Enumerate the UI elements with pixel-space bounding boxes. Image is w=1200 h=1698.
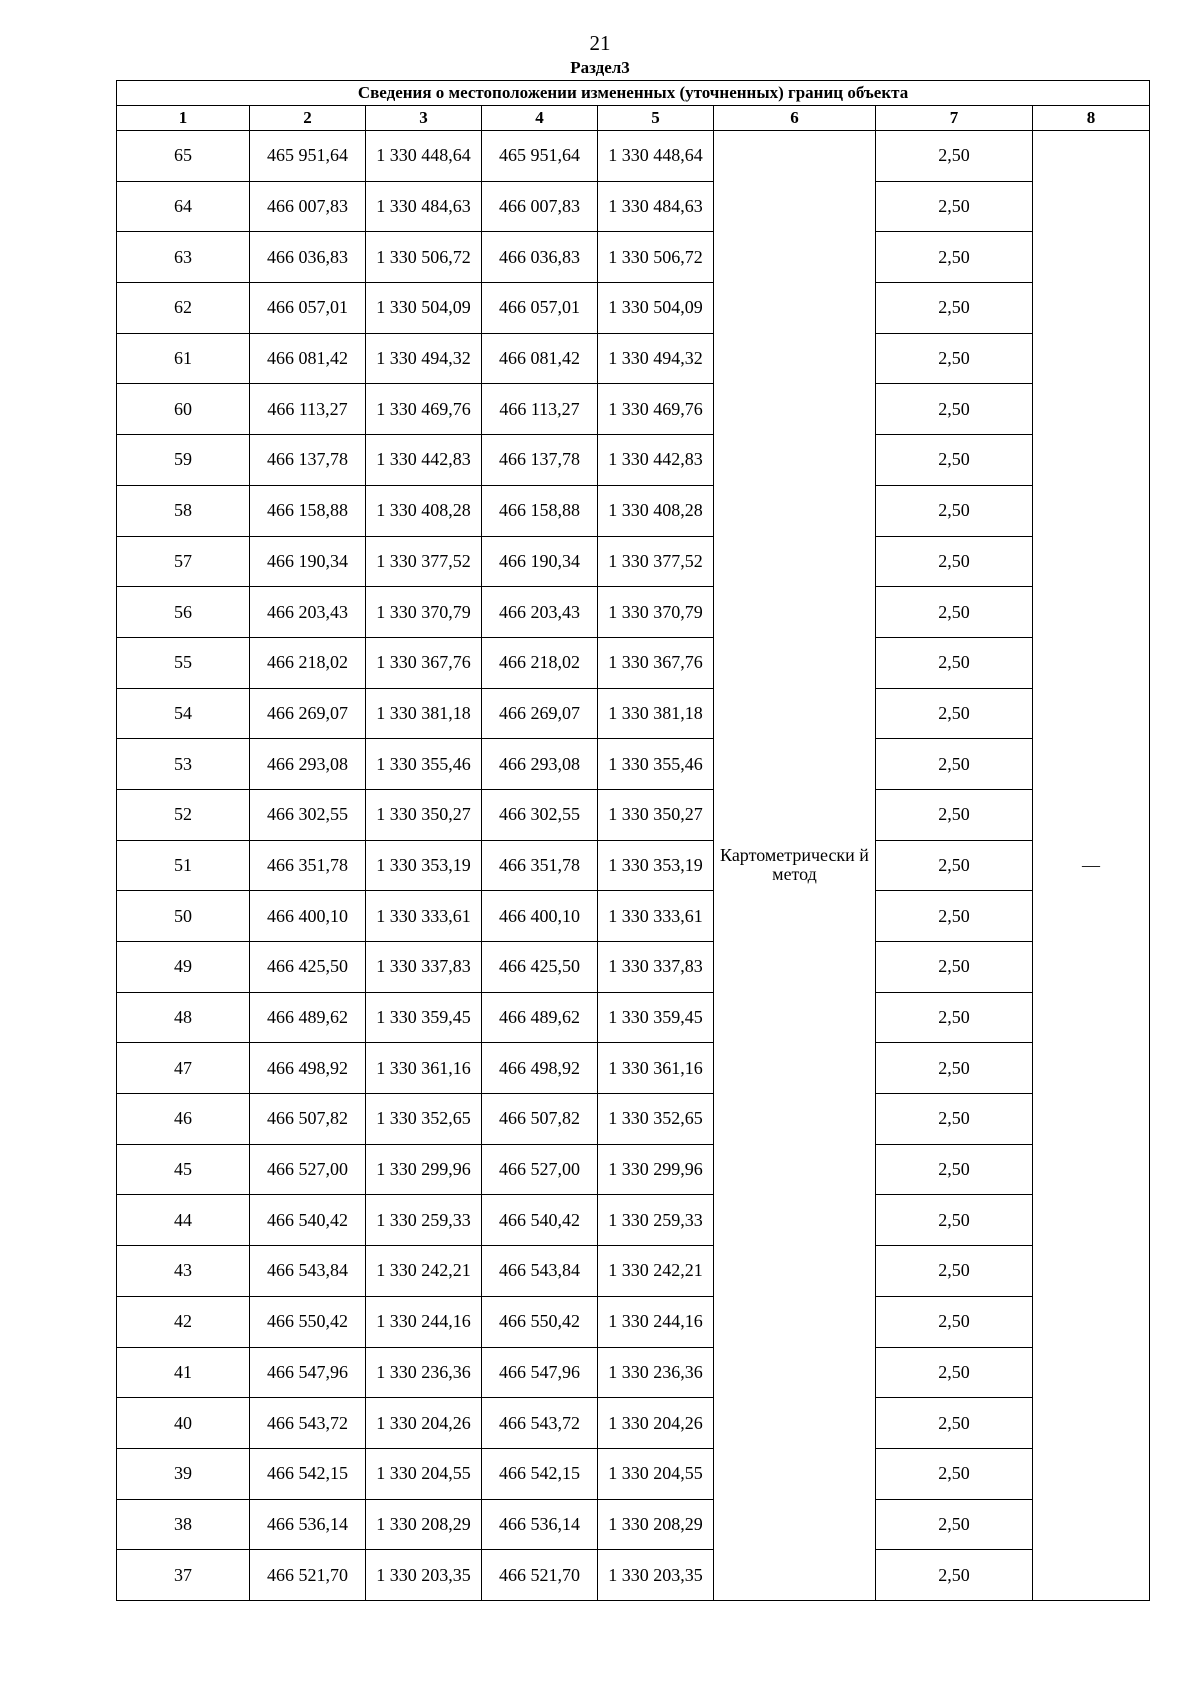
point-number-cell: 62	[117, 283, 250, 334]
table-row	[117, 1347, 1150, 1398]
precision-cell: 2,50	[876, 1448, 1033, 1499]
y-coordinate-cell: 1 330 494,32	[598, 333, 714, 384]
x-coordinate-cell: 466 137,78	[250, 435, 366, 486]
x-coordinate-cell: 466 521,70	[250, 1550, 366, 1601]
point-number-cell: 43	[117, 1246, 250, 1297]
x-coordinate-cell: 466 351,78	[250, 840, 366, 891]
y-coordinate-cell: 1 330 203,35	[366, 1550, 482, 1601]
point-number-cell: 52	[117, 789, 250, 840]
y-coordinate-cell: 1 330 484,63	[366, 181, 482, 232]
point-number-cell: 44	[117, 1195, 250, 1246]
table-row	[117, 232, 1150, 283]
x-coordinate-cell: 466 007,83	[250, 181, 366, 232]
point-number-cell: 54	[117, 688, 250, 739]
section-title: Раздел3	[570, 58, 630, 77]
y-coordinate-cell: 1 330 359,45	[366, 992, 482, 1043]
y-coordinate-cell: 1 330 350,27	[366, 789, 482, 840]
point-number-cell: 51	[117, 840, 250, 891]
y-coordinate-cell: 1 330 244,16	[366, 1296, 482, 1347]
table-row	[117, 942, 1150, 993]
precision-cell: 2,50	[876, 942, 1033, 993]
x-coordinate-cell: 466 036,83	[482, 232, 598, 283]
method-cell: Картометрически й метод	[714, 131, 876, 1601]
table-row	[117, 435, 1150, 486]
table-row	[117, 333, 1150, 384]
y-coordinate-cell: 1 330 208,29	[366, 1499, 482, 1550]
y-coordinate-cell: 1 330 203,35	[598, 1550, 714, 1601]
table-row	[117, 131, 1150, 182]
point-number-cell: 55	[117, 637, 250, 688]
precision-cell: 2,50	[876, 1347, 1033, 1398]
precision-cell: 2,50	[876, 587, 1033, 638]
precision-cell: 2,50	[876, 384, 1033, 435]
point-number-cell: 49	[117, 942, 250, 993]
x-coordinate-cell: 466 269,07	[250, 688, 366, 739]
coordinates-table	[116, 80, 1150, 1601]
precision-cell: 2,50	[876, 435, 1033, 486]
y-coordinate-cell: 1 330 381,18	[598, 688, 714, 739]
precision-cell: 2,50	[876, 1195, 1033, 1246]
point-number-cell: 37	[117, 1550, 250, 1601]
x-coordinate-cell: 466 507,82	[250, 1094, 366, 1145]
y-coordinate-cell: 1 330 469,76	[366, 384, 482, 435]
y-coordinate-cell: 1 330 259,33	[366, 1195, 482, 1246]
y-coordinate-cell: 1 330 236,36	[366, 1347, 482, 1398]
table-row	[117, 283, 1150, 334]
x-coordinate-cell: 466 498,92	[482, 1043, 598, 1094]
table-row	[117, 384, 1150, 435]
table-row	[117, 992, 1150, 1043]
x-coordinate-cell: 466 036,83	[250, 232, 366, 283]
x-coordinate-cell: 465 951,64	[250, 131, 366, 182]
y-coordinate-cell: 1 330 208,29	[598, 1499, 714, 1550]
x-coordinate-cell: 466 550,42	[250, 1296, 366, 1347]
precision-cell: 2,50	[876, 232, 1033, 283]
y-coordinate-cell: 1 330 442,83	[598, 435, 714, 486]
x-coordinate-cell: 466 542,15	[250, 1448, 366, 1499]
x-coordinate-cell: 466 113,27	[482, 384, 598, 435]
y-coordinate-cell: 1 330 355,46	[598, 739, 714, 790]
precision-cell: 2,50	[876, 1398, 1033, 1449]
y-coordinate-cell: 1 330 377,52	[366, 536, 482, 587]
table-row	[117, 181, 1150, 232]
x-coordinate-cell: 466 007,83	[482, 181, 598, 232]
x-coordinate-cell: 466 498,92	[250, 1043, 366, 1094]
point-number-cell: 65	[117, 131, 250, 182]
x-coordinate-cell: 466 293,08	[482, 739, 598, 790]
x-coordinate-cell: 466 489,62	[482, 992, 598, 1043]
y-coordinate-cell: 1 330 353,19	[598, 840, 714, 891]
precision-cell: 2,50	[876, 131, 1033, 182]
y-coordinate-cell: 1 330 299,96	[366, 1144, 482, 1195]
y-coordinate-cell: 1 330 355,46	[366, 739, 482, 790]
precision-cell: 2,50	[876, 536, 1033, 587]
y-coordinate-cell: 1 330 333,61	[366, 891, 482, 942]
x-coordinate-cell: 466 425,50	[482, 942, 598, 993]
x-coordinate-cell: 466 543,84	[482, 1246, 598, 1297]
table-row	[117, 1043, 1150, 1094]
precision-cell: 2,50	[876, 840, 1033, 891]
y-coordinate-cell: 1 330 442,83	[366, 435, 482, 486]
y-coordinate-cell: 1 330 242,21	[366, 1246, 482, 1297]
x-coordinate-cell: 466 137,78	[482, 435, 598, 486]
page-number: 21	[589, 31, 611, 55]
x-coordinate-cell: 466 543,72	[482, 1398, 598, 1449]
precision-cell: 2,50	[876, 1144, 1033, 1195]
y-coordinate-cell: 1 330 506,72	[366, 232, 482, 283]
y-coordinate-cell: 1 330 494,32	[366, 333, 482, 384]
precision-cell: 2,50	[876, 891, 1033, 942]
x-coordinate-cell: 466 540,42	[482, 1195, 598, 1246]
y-coordinate-cell: 1 330 204,55	[366, 1448, 482, 1499]
y-coordinate-cell: 1 330 242,21	[598, 1246, 714, 1297]
column-number: 6	[714, 106, 876, 131]
y-coordinate-cell: 1 330 381,18	[366, 688, 482, 739]
point-number-cell: 47	[117, 1043, 250, 1094]
point-number-cell: 40	[117, 1398, 250, 1449]
x-coordinate-cell: 466 400,10	[482, 891, 598, 942]
x-coordinate-cell: 466 269,07	[482, 688, 598, 739]
y-coordinate-cell: 1 330 504,09	[598, 283, 714, 334]
x-coordinate-cell: 466 527,00	[482, 1144, 598, 1195]
y-coordinate-cell: 1 330 353,19	[366, 840, 482, 891]
precision-cell: 2,50	[876, 688, 1033, 739]
precision-cell: 2,50	[876, 1094, 1033, 1145]
y-coordinate-cell: 1 330 370,79	[598, 587, 714, 638]
x-coordinate-cell: 466 218,02	[250, 637, 366, 688]
precision-cell: 2,50	[876, 789, 1033, 840]
x-coordinate-cell: 466 400,10	[250, 891, 366, 942]
x-coordinate-cell: 466 293,08	[250, 739, 366, 790]
precision-cell: 2,50	[876, 739, 1033, 790]
y-coordinate-cell: 1 330 361,16	[598, 1043, 714, 1094]
x-coordinate-cell: 466 081,42	[482, 333, 598, 384]
x-coordinate-cell: 466 203,43	[250, 587, 366, 638]
y-coordinate-cell: 1 330 408,28	[598, 485, 714, 536]
point-number-cell: 58	[117, 485, 250, 536]
table-row	[117, 840, 1150, 891]
table-row	[117, 1144, 1150, 1195]
table-row	[117, 1398, 1150, 1449]
point-number-cell: 63	[117, 232, 250, 283]
point-number-cell: 42	[117, 1296, 250, 1347]
precision-cell: 2,50	[876, 637, 1033, 688]
y-coordinate-cell: 1 330 370,79	[366, 587, 482, 638]
y-coordinate-cell: 1 330 448,64	[598, 131, 714, 182]
precision-cell: 2,50	[876, 1499, 1033, 1550]
table-row	[117, 1246, 1150, 1297]
point-number-cell: 61	[117, 333, 250, 384]
y-coordinate-cell: 1 330 337,83	[366, 942, 482, 993]
x-coordinate-cell: 466 547,96	[482, 1347, 598, 1398]
column-number: 2	[250, 106, 366, 131]
precision-cell: 2,50	[876, 485, 1033, 536]
x-coordinate-cell: 466 489,62	[250, 992, 366, 1043]
x-coordinate-cell: 466 158,88	[250, 485, 366, 536]
y-coordinate-cell: 1 330 484,63	[598, 181, 714, 232]
x-coordinate-cell: 466 190,34	[482, 536, 598, 587]
x-coordinate-cell: 466 542,15	[482, 1448, 598, 1499]
y-coordinate-cell: 1 330 244,16	[598, 1296, 714, 1347]
table-caption: Сведения о местоположении измененных (уточненных) границ объекта	[117, 81, 1150, 106]
point-number-cell: 48	[117, 992, 250, 1043]
table-row	[117, 688, 1150, 739]
point-number-cell: 57	[117, 536, 250, 587]
table-row	[117, 739, 1150, 790]
precision-cell: 2,50	[876, 1550, 1033, 1601]
precision-cell: 2,50	[876, 992, 1033, 1043]
x-coordinate-cell: 466 536,14	[250, 1499, 366, 1550]
point-number-cell: 56	[117, 587, 250, 638]
table-row	[117, 1499, 1150, 1550]
x-coordinate-cell: 466 113,27	[250, 384, 366, 435]
y-coordinate-cell: 1 330 299,96	[598, 1144, 714, 1195]
point-number-cell: 64	[117, 181, 250, 232]
table-row	[117, 1550, 1150, 1601]
y-coordinate-cell: 1 330 350,27	[598, 789, 714, 840]
column8-cell: —	[1033, 131, 1150, 1601]
precision-cell: 2,50	[876, 1043, 1033, 1094]
y-coordinate-cell: 1 330 337,83	[598, 942, 714, 993]
precision-cell: 2,50	[876, 333, 1033, 384]
table-row	[117, 1296, 1150, 1347]
x-coordinate-cell: 466 521,70	[482, 1550, 598, 1601]
x-coordinate-cell: 465 951,64	[482, 131, 598, 182]
column-number: 3	[366, 106, 482, 131]
x-coordinate-cell: 466 351,78	[482, 840, 598, 891]
x-coordinate-cell: 466 507,82	[482, 1094, 598, 1145]
y-coordinate-cell: 1 330 408,28	[366, 485, 482, 536]
precision-cell: 2,50	[876, 1296, 1033, 1347]
table-row	[117, 891, 1150, 942]
x-coordinate-cell: 466 190,34	[250, 536, 366, 587]
column-number: 1	[117, 106, 250, 131]
point-number-cell: 39	[117, 1448, 250, 1499]
x-coordinate-cell: 466 543,84	[250, 1246, 366, 1297]
point-number-cell: 59	[117, 435, 250, 486]
column-number: 7	[876, 106, 1033, 131]
y-coordinate-cell: 1 330 204,26	[366, 1398, 482, 1449]
table-row	[117, 1448, 1150, 1499]
table-row	[117, 1195, 1150, 1246]
precision-cell: 2,50	[876, 181, 1033, 232]
y-coordinate-cell: 1 330 236,36	[598, 1347, 714, 1398]
precision-cell: 2,50	[876, 1246, 1033, 1297]
table-row	[117, 587, 1150, 638]
x-coordinate-cell: 466 536,14	[482, 1499, 598, 1550]
x-coordinate-cell: 466 302,55	[250, 789, 366, 840]
x-coordinate-cell: 466 540,42	[250, 1195, 366, 1246]
x-coordinate-cell: 466 203,43	[482, 587, 598, 638]
point-number-cell: 38	[117, 1499, 250, 1550]
table-body	[117, 131, 1150, 1601]
column-number: 5	[598, 106, 714, 131]
y-coordinate-cell: 1 330 504,09	[366, 283, 482, 334]
precision-cell: 2,50	[876, 283, 1033, 334]
y-coordinate-cell: 1 330 448,64	[366, 131, 482, 182]
y-coordinate-cell: 1 330 361,16	[366, 1043, 482, 1094]
y-coordinate-cell: 1 330 352,65	[366, 1094, 482, 1145]
x-coordinate-cell: 466 057,01	[482, 283, 598, 334]
x-coordinate-cell: 466 081,42	[250, 333, 366, 384]
x-coordinate-cell: 466 057,01	[250, 283, 366, 334]
x-coordinate-cell: 466 527,00	[250, 1144, 366, 1195]
y-coordinate-cell: 1 330 506,72	[598, 232, 714, 283]
x-coordinate-cell: 466 302,55	[482, 789, 598, 840]
y-coordinate-cell: 1 330 204,26	[598, 1398, 714, 1449]
x-coordinate-cell: 466 550,42	[482, 1296, 598, 1347]
y-coordinate-cell: 1 330 367,76	[598, 637, 714, 688]
y-coordinate-cell: 1 330 352,65	[598, 1094, 714, 1145]
point-number-cell: 60	[117, 384, 250, 435]
y-coordinate-cell: 1 330 333,61	[598, 891, 714, 942]
table-row	[117, 637, 1150, 688]
point-number-cell: 46	[117, 1094, 250, 1145]
x-coordinate-cell: 466 218,02	[482, 637, 598, 688]
x-coordinate-cell: 466 425,50	[250, 942, 366, 993]
x-coordinate-cell: 466 543,72	[250, 1398, 366, 1449]
column-number: 8	[1033, 106, 1150, 131]
column-number: 4	[482, 106, 598, 131]
point-number-cell: 41	[117, 1347, 250, 1398]
y-coordinate-cell: 1 330 377,52	[598, 536, 714, 587]
y-coordinate-cell: 1 330 367,76	[366, 637, 482, 688]
y-coordinate-cell: 1 330 359,45	[598, 992, 714, 1043]
x-coordinate-cell: 466 158,88	[482, 485, 598, 536]
x-coordinate-cell: 466 547,96	[250, 1347, 366, 1398]
y-coordinate-cell: 1 330 259,33	[598, 1195, 714, 1246]
table-row	[117, 485, 1150, 536]
table-row	[117, 789, 1150, 840]
point-number-cell: 53	[117, 739, 250, 790]
table-row	[117, 536, 1150, 587]
y-coordinate-cell: 1 330 204,55	[598, 1448, 714, 1499]
point-number-cell: 50	[117, 891, 250, 942]
y-coordinate-cell: 1 330 469,76	[598, 384, 714, 435]
point-number-cell: 45	[117, 1144, 250, 1195]
table-row	[117, 1094, 1150, 1145]
